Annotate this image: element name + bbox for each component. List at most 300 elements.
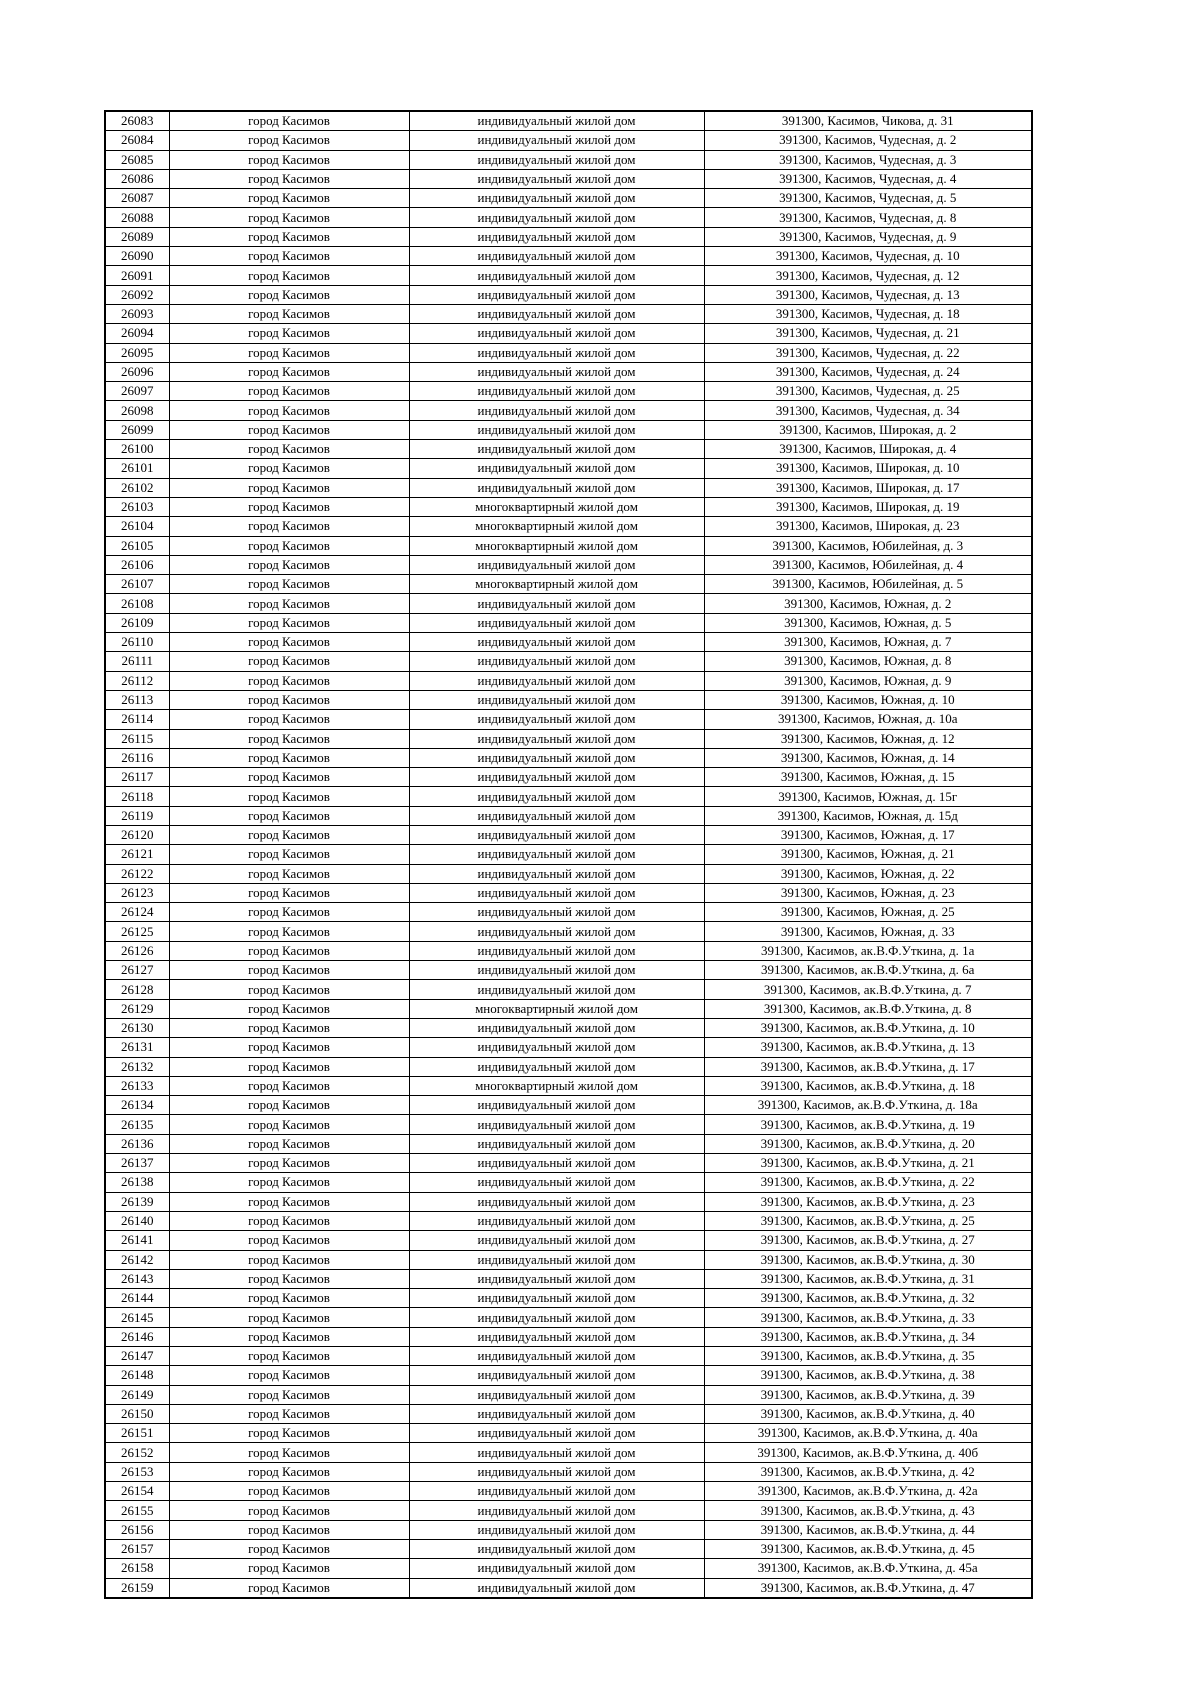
record-number-cell: 26103 <box>105 497 169 516</box>
address-cell: 391300, Касимов, Чудесная, д. 13 <box>704 285 1032 304</box>
address-cell: 391300, Касимов, Южная, д. 15д <box>704 806 1032 825</box>
table-row <box>105 555 1032 574</box>
settlement-cell: город Касимов <box>169 111 409 131</box>
address-cell: 391300, Касимов, ак.В.Ф.Уткина, д. 35 <box>704 1347 1032 1366</box>
table-row <box>105 497 1032 516</box>
object-type-cell: индивидуальный жилой дом <box>409 1115 704 1134</box>
address-cell: 391300, Касимов, ак.В.Ф.Уткина, д. 43 <box>704 1501 1032 1520</box>
record-number-cell: 26115 <box>105 729 169 748</box>
record-number-cell: 26084 <box>105 131 169 150</box>
table-row <box>105 1231 1032 1250</box>
object-type-cell: индивидуальный жилой дом <box>409 227 704 246</box>
object-type-cell: многоквартирный жилой дом <box>409 1076 704 1095</box>
object-type-cell: индивидуальный жилой дом <box>409 690 704 709</box>
table-row <box>105 517 1032 536</box>
address-cell: 391300, Касимов, Чудесная, д. 22 <box>704 343 1032 362</box>
record-number-cell: 26147 <box>105 1347 169 1366</box>
registry-table <box>104 110 1033 1599</box>
object-type-cell: индивидуальный жилой дом <box>409 1559 704 1578</box>
record-number-cell: 26095 <box>105 343 169 362</box>
record-number-cell: 26140 <box>105 1211 169 1230</box>
record-number-cell: 26100 <box>105 440 169 459</box>
settlement-cell: город Касимов <box>169 285 409 304</box>
table-row <box>105 1559 1032 1578</box>
address-cell: 391300, Касимов, Юбилейная, д. 5 <box>704 575 1032 594</box>
record-number-cell: 26083 <box>105 111 169 131</box>
record-number-cell: 26135 <box>105 1115 169 1134</box>
record-number-cell: 26097 <box>105 382 169 401</box>
address-cell: 391300, Касимов, Южная, д. 33 <box>704 922 1032 941</box>
table-row <box>105 1250 1032 1269</box>
object-type-cell: индивидуальный жилой дом <box>409 1192 704 1211</box>
record-number-cell: 26152 <box>105 1443 169 1462</box>
address-cell: 391300, Касимов, ак.В.Ф.Уткина, д. 22 <box>704 1173 1032 1192</box>
address-cell: 391300, Касимов, Чудесная, д. 24 <box>704 362 1032 381</box>
settlement-cell: город Касимов <box>169 787 409 806</box>
object-type-cell: индивидуальный жилой дом <box>409 1462 704 1481</box>
settlement-cell: город Касимов <box>169 517 409 536</box>
settlement-cell: город Касимов <box>169 1404 409 1423</box>
record-number-cell: 26108 <box>105 594 169 613</box>
object-type-cell: индивидуальный жилой дом <box>409 131 704 150</box>
record-number-cell: 26109 <box>105 613 169 632</box>
settlement-cell: город Касимов <box>169 1096 409 1115</box>
table-row <box>105 1134 1032 1153</box>
record-number-cell: 26089 <box>105 227 169 246</box>
address-cell: 391300, Касимов, ак.В.Ф.Уткина, д. 45 <box>704 1539 1032 1558</box>
table-row <box>105 825 1032 844</box>
address-cell: 391300, Касимов, ак.В.Ф.Уткина, д. 31 <box>704 1269 1032 1288</box>
record-number-cell: 26134 <box>105 1096 169 1115</box>
record-number-cell: 26148 <box>105 1366 169 1385</box>
object-type-cell: индивидуальный жилой дом <box>409 980 704 999</box>
object-type-cell: индивидуальный жилой дом <box>409 1289 704 1308</box>
settlement-cell: город Касимов <box>169 1076 409 1095</box>
table-row <box>105 768 1032 787</box>
record-number-cell: 26136 <box>105 1134 169 1153</box>
record-number-cell: 26121 <box>105 845 169 864</box>
settlement-cell: город Касимов <box>169 1250 409 1269</box>
table-row <box>105 169 1032 188</box>
address-cell: 391300, Касимов, ак.В.Ф.Уткина, д. 23 <box>704 1192 1032 1211</box>
record-number-cell: 26102 <box>105 478 169 497</box>
object-type-cell: индивидуальный жилой дом <box>409 1211 704 1230</box>
object-type-cell: индивидуальный жилой дом <box>409 825 704 844</box>
table-row <box>105 941 1032 960</box>
record-number-cell: 26085 <box>105 150 169 169</box>
table-row <box>105 1076 1032 1095</box>
table-row <box>105 459 1032 478</box>
address-cell: 391300, Касимов, ак.В.Ф.Уткина, д. 17 <box>704 1057 1032 1076</box>
address-cell: 391300, Касимов, ак.В.Ф.Уткина, д. 18 <box>704 1076 1032 1095</box>
object-type-cell: многоквартирный жилой дом <box>409 517 704 536</box>
settlement-cell: город Касимов <box>169 1559 409 1578</box>
table-row <box>105 652 1032 671</box>
record-number-cell: 26098 <box>105 401 169 420</box>
table-row <box>105 1096 1032 1115</box>
object-type-cell: индивидуальный жилой дом <box>409 1134 704 1153</box>
table-row <box>105 1404 1032 1423</box>
table-row <box>105 787 1032 806</box>
table-row <box>105 1347 1032 1366</box>
object-type-cell: индивидуальный жилой дом <box>409 1231 704 1250</box>
address-cell: 391300, Касимов, ак.В.Ф.Уткина, д. 40 <box>704 1404 1032 1423</box>
record-number-cell: 26092 <box>105 285 169 304</box>
settlement-cell: город Касимов <box>169 1173 409 1192</box>
settlement-cell: город Касимов <box>169 1520 409 1539</box>
settlement-cell: город Касимов <box>169 440 409 459</box>
table-row <box>105 1211 1032 1230</box>
address-cell: 391300, Касимов, ак.В.Ф.Уткина, д. 25 <box>704 1211 1032 1230</box>
table-row <box>105 999 1032 1018</box>
address-cell: 391300, Касимов, ак.В.Ф.Уткина, д. 20 <box>704 1134 1032 1153</box>
record-number-cell: 26156 <box>105 1520 169 1539</box>
object-type-cell: индивидуальный жилой дом <box>409 478 704 497</box>
record-number-cell: 26157 <box>105 1539 169 1558</box>
table-row <box>105 1057 1032 1076</box>
table-row <box>105 1289 1032 1308</box>
address-cell: 391300, Касимов, ак.В.Ф.Уткина, д. 47 <box>704 1578 1032 1598</box>
address-cell: 391300, Касимов, ак.В.Ф.Уткина, д. 38 <box>704 1366 1032 1385</box>
object-type-cell: индивидуальный жилой дом <box>409 208 704 227</box>
table-row <box>105 748 1032 767</box>
table-row <box>105 440 1032 459</box>
address-cell: 391300, Касимов, ак.В.Ф.Уткина, д. 33 <box>704 1308 1032 1327</box>
object-type-cell: индивидуальный жилой дом <box>409 111 704 131</box>
settlement-cell: город Касимов <box>169 1154 409 1173</box>
settlement-cell: город Касимов <box>169 806 409 825</box>
settlement-cell: город Касимов <box>169 131 409 150</box>
record-number-cell: 26088 <box>105 208 169 227</box>
record-number-cell: 26145 <box>105 1308 169 1327</box>
table-row <box>105 401 1032 420</box>
table-row <box>105 1308 1032 1327</box>
table-row <box>105 536 1032 555</box>
table-row <box>105 227 1032 246</box>
address-cell: 391300, Касимов, Широкая, д. 4 <box>704 440 1032 459</box>
table-row <box>105 247 1032 266</box>
address-cell: 391300, Касимов, Юбилейная, д. 4 <box>704 555 1032 574</box>
object-type-cell: многоквартирный жилой дом <box>409 536 704 555</box>
table-row <box>105 729 1032 748</box>
table-row <box>105 1327 1032 1346</box>
address-cell: 391300, Касимов, Южная, д. 9 <box>704 671 1032 690</box>
object-type-cell: индивидуальный жилой дом <box>409 710 704 729</box>
record-number-cell: 26141 <box>105 1231 169 1250</box>
settlement-cell: город Касимов <box>169 613 409 632</box>
table-row <box>105 420 1032 439</box>
address-cell: 391300, Касимов, ак.В.Ф.Уткина, д. 19 <box>704 1115 1032 1134</box>
settlement-cell: город Касимов <box>169 903 409 922</box>
address-cell: 391300, Касимов, Чудесная, д. 4 <box>704 169 1032 188</box>
address-cell: 391300, Касимов, ак.В.Ф.Уткина, д. 40б <box>704 1443 1032 1462</box>
record-number-cell: 26146 <box>105 1327 169 1346</box>
settlement-cell: город Касимов <box>169 768 409 787</box>
object-type-cell: многоквартирный жилой дом <box>409 575 704 594</box>
object-type-cell: индивидуальный жилой дом <box>409 459 704 478</box>
address-cell: 391300, Касимов, Южная, д. 10а <box>704 710 1032 729</box>
table-row <box>105 1154 1032 1173</box>
record-number-cell: 26153 <box>105 1462 169 1481</box>
record-number-cell: 26129 <box>105 999 169 1018</box>
address-cell: 391300, Касимов, Южная, д. 2 <box>704 594 1032 613</box>
settlement-cell: город Касимов <box>169 1192 409 1211</box>
settlement-cell: город Касимов <box>169 633 409 652</box>
record-number-cell: 26139 <box>105 1192 169 1211</box>
record-number-cell: 26124 <box>105 903 169 922</box>
object-type-cell: индивидуальный жилой дом <box>409 1269 704 1288</box>
table-row <box>105 1539 1032 1558</box>
object-type-cell: индивидуальный жилой дом <box>409 285 704 304</box>
settlement-cell: город Касимов <box>169 497 409 516</box>
table-row <box>105 690 1032 709</box>
settlement-cell: город Касимов <box>169 999 409 1018</box>
object-type-cell: индивидуальный жилой дом <box>409 768 704 787</box>
address-cell: 391300, Касимов, ак.В.Ф.Уткина, д. 40а <box>704 1424 1032 1443</box>
table-row <box>105 1501 1032 1520</box>
table-row <box>105 1115 1032 1134</box>
record-number-cell: 26154 <box>105 1482 169 1501</box>
settlement-cell: город Касимов <box>169 1115 409 1134</box>
object-type-cell: индивидуальный жилой дом <box>409 555 704 574</box>
object-type-cell: индивидуальный жилой дом <box>409 1539 704 1558</box>
settlement-cell: город Касимов <box>169 1366 409 1385</box>
settlement-cell: город Касимов <box>169 825 409 844</box>
address-cell: 391300, Касимов, ак.В.Ф.Уткина, д. 32 <box>704 1289 1032 1308</box>
settlement-cell: город Касимов <box>169 1539 409 1558</box>
settlement-cell: город Касимов <box>169 1424 409 1443</box>
table-row <box>105 304 1032 323</box>
settlement-cell: город Касимов <box>169 883 409 902</box>
object-type-cell: индивидуальный жилой дом <box>409 440 704 459</box>
object-type-cell: индивидуальный жилой дом <box>409 1482 704 1501</box>
table-row <box>105 883 1032 902</box>
address-cell: 391300, Касимов, Южная, д. 7 <box>704 633 1032 652</box>
record-number-cell: 26111 <box>105 652 169 671</box>
record-number-cell: 26104 <box>105 517 169 536</box>
settlement-cell: город Касимов <box>169 1231 409 1250</box>
settlement-cell: город Касимов <box>169 594 409 613</box>
settlement-cell: город Касимов <box>169 169 409 188</box>
address-cell: 391300, Касимов, Южная, д. 8 <box>704 652 1032 671</box>
table-row <box>105 1173 1032 1192</box>
settlement-cell: город Касимов <box>169 1578 409 1598</box>
object-type-cell: индивидуальный жилой дом <box>409 864 704 883</box>
object-type-cell: индивидуальный жилой дом <box>409 247 704 266</box>
table-row <box>105 1443 1032 1462</box>
record-number-cell: 26144 <box>105 1289 169 1308</box>
record-number-cell: 26091 <box>105 266 169 285</box>
record-number-cell: 26125 <box>105 922 169 941</box>
object-type-cell: индивидуальный жилой дом <box>409 1327 704 1346</box>
record-number-cell: 26099 <box>105 420 169 439</box>
object-type-cell: индивидуальный жилой дом <box>409 1347 704 1366</box>
record-number-cell: 26114 <box>105 710 169 729</box>
settlement-cell: город Касимов <box>169 1501 409 1520</box>
settlement-cell: город Касимов <box>169 401 409 420</box>
object-type-cell: индивидуальный жилой дом <box>409 1154 704 1173</box>
settlement-cell: город Касимов <box>169 748 409 767</box>
settlement-cell: город Касимов <box>169 478 409 497</box>
settlement-cell: город Касимов <box>169 980 409 999</box>
table-row <box>105 478 1032 497</box>
table-row <box>105 1192 1032 1211</box>
settlement-cell: город Касимов <box>169 729 409 748</box>
object-type-cell: индивидуальный жилой дом <box>409 845 704 864</box>
settlement-cell: город Касимов <box>169 1347 409 1366</box>
table-row <box>105 1038 1032 1057</box>
object-type-cell: индивидуальный жилой дом <box>409 903 704 922</box>
settlement-cell: город Касимов <box>169 1443 409 1462</box>
address-cell: 391300, Касимов, Чудесная, д. 21 <box>704 324 1032 343</box>
object-type-cell: индивидуальный жилой дом <box>409 1443 704 1462</box>
table-row <box>105 285 1032 304</box>
object-type-cell: индивидуальный жилой дом <box>409 633 704 652</box>
record-number-cell: 26126 <box>105 941 169 960</box>
address-cell: 391300, Касимов, ак.В.Ф.Уткина, д. 13 <box>704 1038 1032 1057</box>
record-number-cell: 26096 <box>105 362 169 381</box>
record-number-cell: 26116 <box>105 748 169 767</box>
object-type-cell: индивидуальный жилой дом <box>409 189 704 208</box>
address-cell: 391300, Касимов, Чудесная, д. 9 <box>704 227 1032 246</box>
object-type-cell: индивидуальный жилой дом <box>409 922 704 941</box>
settlement-cell: город Касимов <box>169 845 409 864</box>
settlement-cell: город Касимов <box>169 652 409 671</box>
address-cell: 391300, Касимов, ак.В.Ф.Уткина, д. 30 <box>704 1250 1032 1269</box>
record-number-cell: 26087 <box>105 189 169 208</box>
address-cell: 391300, Касимов, Чудесная, д. 8 <box>704 208 1032 227</box>
settlement-cell: город Касимов <box>169 1134 409 1153</box>
record-number-cell: 26106 <box>105 555 169 574</box>
table-row <box>105 613 1032 632</box>
address-cell: 391300, Касимов, Широкая, д. 2 <box>704 420 1032 439</box>
object-type-cell: индивидуальный жилой дом <box>409 1404 704 1423</box>
address-cell: 391300, Касимов, Южная, д. 14 <box>704 748 1032 767</box>
address-cell: 391300, Касимов, ак.В.Ф.Уткина, д. 10 <box>704 1018 1032 1037</box>
settlement-cell: город Касимов <box>169 150 409 169</box>
record-number-cell: 26086 <box>105 169 169 188</box>
record-number-cell: 26155 <box>105 1501 169 1520</box>
settlement-cell: город Касимов <box>169 864 409 883</box>
settlement-cell: город Касимов <box>169 1211 409 1230</box>
table-row <box>105 189 1032 208</box>
object-type-cell: индивидуальный жилой дом <box>409 729 704 748</box>
address-cell: 391300, Касимов, ак.В.Ф.Уткина, д. 27 <box>704 1231 1032 1250</box>
object-type-cell: индивидуальный жилой дом <box>409 1385 704 1404</box>
table-row <box>105 382 1032 401</box>
table-row <box>105 1482 1032 1501</box>
address-cell: 391300, Касимов, Юбилейная, д. 3 <box>704 536 1032 555</box>
object-type-cell: индивидуальный жилой дом <box>409 748 704 767</box>
table-row <box>105 111 1032 131</box>
address-cell: 391300, Касимов, ак.В.Ф.Уткина, д. 7 <box>704 980 1032 999</box>
settlement-cell: город Касимов <box>169 1269 409 1288</box>
object-type-cell: индивидуальный жилой дом <box>409 652 704 671</box>
record-number-cell: 26101 <box>105 459 169 478</box>
settlement-cell: город Касимов <box>169 1308 409 1327</box>
object-type-cell: индивидуальный жилой дом <box>409 169 704 188</box>
settlement-cell: город Касимов <box>169 922 409 941</box>
settlement-cell: город Касимов <box>169 961 409 980</box>
object-type-cell: индивидуальный жилой дом <box>409 941 704 960</box>
settlement-cell: город Касимов <box>169 208 409 227</box>
object-type-cell: индивидуальный жилой дом <box>409 1057 704 1076</box>
object-type-cell: индивидуальный жилой дом <box>409 594 704 613</box>
object-type-cell: индивидуальный жилой дом <box>409 1578 704 1598</box>
settlement-cell: город Касимов <box>169 420 409 439</box>
record-number-cell: 26118 <box>105 787 169 806</box>
record-number-cell: 26128 <box>105 980 169 999</box>
object-type-cell: индивидуальный жилой дом <box>409 304 704 323</box>
settlement-cell: город Касимов <box>169 941 409 960</box>
record-number-cell: 26119 <box>105 806 169 825</box>
object-type-cell: индивидуальный жилой дом <box>409 883 704 902</box>
record-number-cell: 26107 <box>105 575 169 594</box>
address-cell: 391300, Касимов, ак.В.Ф.Уткина, д. 45а <box>704 1559 1032 1578</box>
record-number-cell: 26127 <box>105 961 169 980</box>
object-type-cell: индивидуальный жилой дом <box>409 1520 704 1539</box>
object-type-cell: индивидуальный жилой дом <box>409 324 704 343</box>
table-row <box>105 671 1032 690</box>
object-type-cell: индивидуальный жилой дом <box>409 1501 704 1520</box>
object-type-cell: индивидуальный жилой дом <box>409 382 704 401</box>
table-row <box>105 1462 1032 1481</box>
record-number-cell: 26122 <box>105 864 169 883</box>
table-row <box>105 710 1032 729</box>
address-cell: 391300, Касимов, Чудесная, д. 34 <box>704 401 1032 420</box>
address-cell: 391300, Касимов, ак.В.Ф.Уткина, д. 1а <box>704 941 1032 960</box>
address-cell: 391300, Касимов, Южная, д. 12 <box>704 729 1032 748</box>
table-row <box>105 1269 1032 1288</box>
table-row <box>105 1578 1032 1598</box>
address-cell: 391300, Касимов, ак.В.Ф.Уткина, д. 8 <box>704 999 1032 1018</box>
address-cell: 391300, Касимов, Южная, д. 22 <box>704 864 1032 883</box>
settlement-cell: город Касимов <box>169 304 409 323</box>
settlement-cell: город Касимов <box>169 382 409 401</box>
record-number-cell: 26137 <box>105 1154 169 1173</box>
settlement-cell: город Касимов <box>169 575 409 594</box>
address-cell: 391300, Касимов, ак.В.Ф.Уткина, д. 34 <box>704 1327 1032 1346</box>
object-type-cell: индивидуальный жилой дом <box>409 401 704 420</box>
object-type-cell: индивидуальный жилой дом <box>409 806 704 825</box>
table-row <box>105 1424 1032 1443</box>
object-type-cell: индивидуальный жилой дом <box>409 362 704 381</box>
address-cell: 391300, Касимов, Южная, д. 17 <box>704 825 1032 844</box>
record-number-cell: 26149 <box>105 1385 169 1404</box>
table-row <box>105 1385 1032 1404</box>
address-cell: 391300, Касимов, Чудесная, д. 18 <box>704 304 1032 323</box>
address-cell: 391300, Касимов, Широкая, д. 23 <box>704 517 1032 536</box>
record-number-cell: 26123 <box>105 883 169 902</box>
settlement-cell: город Касимов <box>169 343 409 362</box>
record-number-cell: 26158 <box>105 1559 169 1578</box>
settlement-cell: город Касимов <box>169 324 409 343</box>
object-type-cell: индивидуальный жилой дом <box>409 1096 704 1115</box>
address-cell: 391300, Касимов, Чудесная, д. 12 <box>704 266 1032 285</box>
address-cell: 391300, Касимов, Чудесная, д. 5 <box>704 189 1032 208</box>
object-type-cell: индивидуальный жилой дом <box>409 1018 704 1037</box>
object-type-cell: индивидуальный жилой дом <box>409 343 704 362</box>
record-number-cell: 26159 <box>105 1578 169 1598</box>
table-row <box>105 1366 1032 1385</box>
table-row <box>105 922 1032 941</box>
record-number-cell: 26113 <box>105 690 169 709</box>
address-cell: 391300, Касимов, Широкая, д. 10 <box>704 459 1032 478</box>
record-number-cell: 26142 <box>105 1250 169 1269</box>
settlement-cell: город Касимов <box>169 247 409 266</box>
object-type-cell: индивидуальный жилой дом <box>409 671 704 690</box>
record-number-cell: 26117 <box>105 768 169 787</box>
